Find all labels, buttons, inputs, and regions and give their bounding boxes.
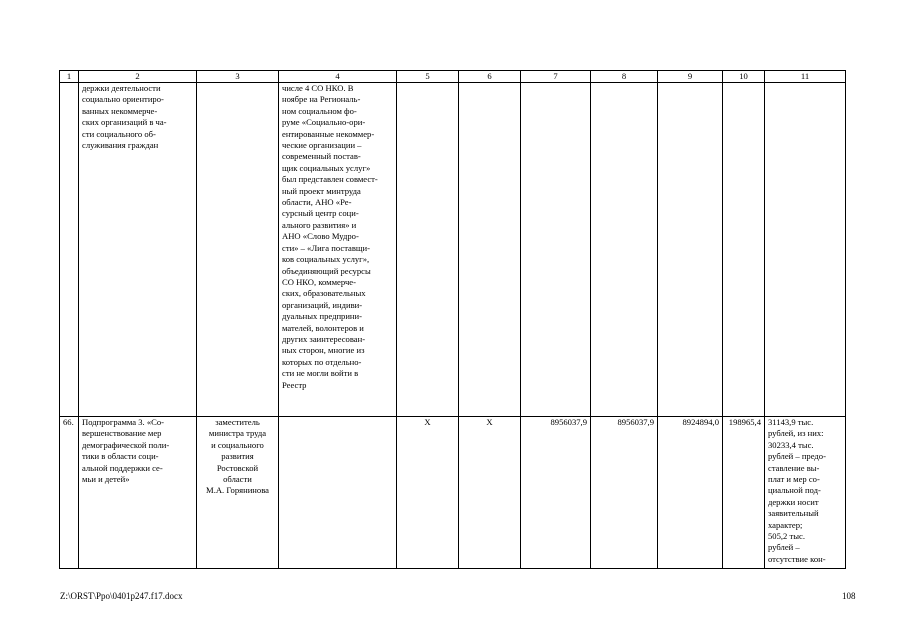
- column-number: 3: [197, 71, 279, 83]
- measure-name-cell: Подпрограмма 3. «Со- вершенствование мер демографической поли- тики в области соци- альной поддержки се- мьи и детей»: [79, 417, 197, 569]
- responsible-cell: [197, 83, 279, 417]
- column-number: 10: [723, 71, 765, 83]
- cell-col10: [723, 83, 765, 417]
- column-number: 1: [60, 71, 79, 83]
- cell-col6: X: [459, 417, 521, 569]
- cell-col10: 198965,4: [723, 417, 765, 569]
- cell-col5: [397, 83, 459, 417]
- footer-file-path: Z:\ORST\Ppo\0401p247.f17.docx: [60, 591, 183, 601]
- column-number: 6: [459, 71, 521, 83]
- table-row-continuation: [60, 83, 846, 417]
- report-table: [59, 70, 846, 569]
- row-number-cell: [60, 83, 79, 417]
- table-row-66: [60, 417, 846, 569]
- cell-col7: [521, 83, 591, 417]
- footer-page-number: 108: [842, 591, 856, 601]
- column-number: 7: [521, 71, 591, 83]
- row-number-cell: 66.: [60, 417, 79, 569]
- cell-col11: 31143,9 тыс. рублей, из них: 30233,4 тыс. рублей – предо- ставление вы- плат и мер со- циальной под- держки носит заявительный характер; 505,2 тыс. рублей – отсутствие кон-: [765, 417, 846, 569]
- cell-col8: 8956037,9: [591, 417, 658, 569]
- column-number-row: [60, 71, 846, 83]
- measure-name-cell: держки деятельности социально ориентиро- ванных некоммерче- ских организаций в ча- сти социального об- служивания граждан: [79, 83, 197, 417]
- responsible-cell: заместитель министра труда и социального развития Ростовской области М.А. Горянинова: [197, 417, 279, 569]
- cell-col7: 8956037,9: [521, 417, 591, 569]
- result-description-cell: [279, 417, 397, 569]
- column-number: 11: [765, 71, 846, 83]
- column-number: 4: [279, 71, 397, 83]
- cell-col9: 8924894,0: [658, 417, 723, 569]
- column-number: 2: [79, 71, 197, 83]
- column-number: 5: [397, 71, 459, 83]
- cell-col8: [591, 83, 658, 417]
- cell-col6: [459, 83, 521, 417]
- column-number: 8: [591, 71, 658, 83]
- cell-col11: [765, 83, 846, 417]
- cell-col5: X: [397, 417, 459, 569]
- column-number: 9: [658, 71, 723, 83]
- cell-col9: [658, 83, 723, 417]
- result-description-cell: числе 4 СО НКО. В ноябре на Региональ- ном социальном фо- руме «Социально-ори- ентированные некоммер- ческие организации – современный постав- щик социальных услуг» был представлен совмест- ный проект минтруда области, АНО «Ре- сурсный центр соци- ального развития» и АНО «Слово Мудро- сти» – «Лига поставщи- ков социальных услуг», объединяющий ресурсы СО НКО, коммерче- ских, образовательных организаций, индиви- дуальных предприни- мателей, волонтеров и других заинтересован- ных сторон, многие из которых по отдельно- сти не могли войти в Реестр: [279, 83, 397, 417]
